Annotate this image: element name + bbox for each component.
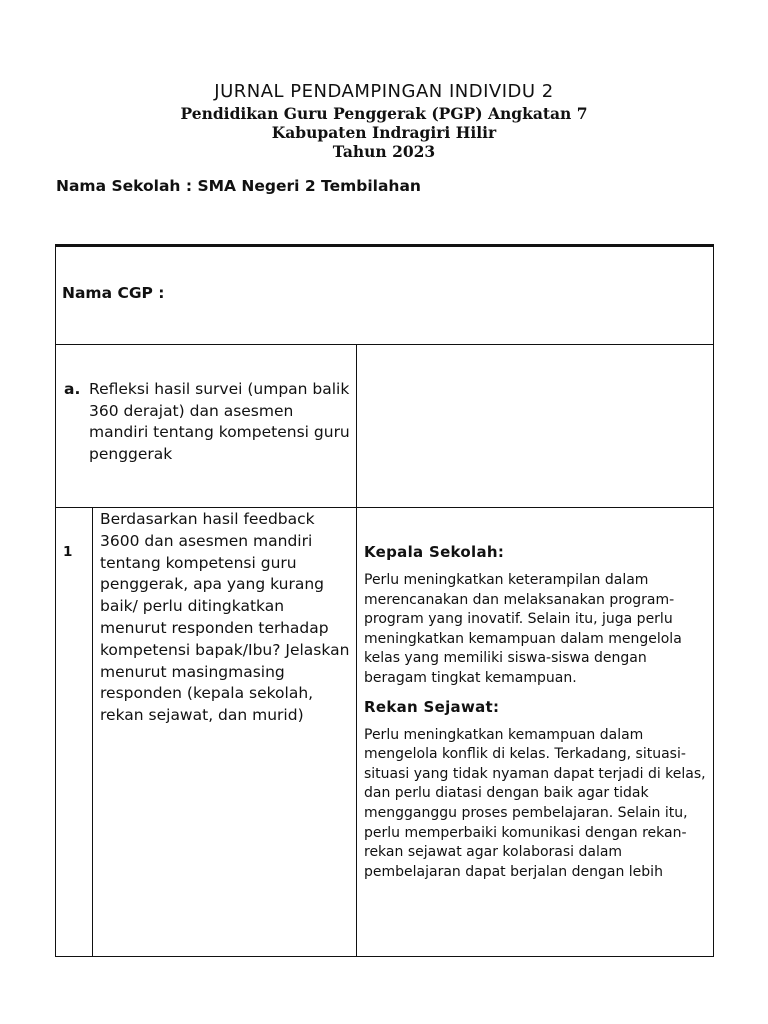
table-top-border: [55, 244, 714, 247]
document-subtitle: Pendidikan Guru Penggerak (PGP) Angkatan 7: [180, 104, 588, 123]
item-a-text: Refleksi hasil survei (umpan balik 360 derajat) dan asesmen mandiri tentang kompetensi guru penggerak: [89, 380, 350, 463]
rekan-sejawat-heading: Rekan Sejawat:: [364, 697, 500, 716]
row-number: 1: [63, 544, 73, 560]
table-bottom-border: [55, 956, 714, 957]
row-divider-item-a: [55, 507, 714, 508]
row-divider-cgp: [55, 344, 714, 345]
document-title: JURNAL PENDAMPINGAN INDIVIDU 2: [214, 81, 554, 102]
kepala-sekolah-text: Perlu meningkatkan keterampilan dalam merencanakan dan melaksanakan program-program yang inovatif. Selain itu, juga perlu meningkatkan kemampuan dalam mengelola kelas yang memiliki siswa-siswa dengan beragam tingkat kemampuan.: [364, 572, 682, 686]
column-divider-number: [92, 507, 93, 956]
rekan-sejawat-text: Perlu meningkatkan kemampuan dalam mengelola konflik di kelas. Terkadang, situasi-situasi yang tidak nyaman dapat terjadi di kelas, dan perlu diatasi dengan baik agar tidak mengganggu proses pembelajaran. Selain itu, perlu memperbaiki komunikasi dengan rekan-rekan sejawat agar kolaborasi dalam pembelajaran dapat berjalan dengan lebih: [364, 726, 706, 880]
table-right-border: [713, 245, 714, 957]
kepala-sekolah-heading: Kepala Sekolah:: [364, 543, 505, 561]
school-name: Nama Sekolah : SMA Negeri 2 Tembilahan: [56, 177, 421, 195]
question-text: Berdasarkan hasil feedback 3600 dan asesmen mandiri tentang kompetensi guru penggerak, apa yang kurang baik/ perlu ditingkatkan menurut responden terhadap kompetensi bapak/Ibu? Jelaskan menurut masingmasing responden (kepala sekolah, rekan sejawat, dan murid): [100, 510, 350, 725]
document-year: Tahun 2023: [332, 142, 436, 161]
item-a-marker: a.: [64, 380, 81, 398]
answer-cell: [364, 542, 710, 890]
document-region: Kabupaten Indragiri Hilir: [271, 123, 497, 142]
cgp-name-label: Nama CGP :: [62, 284, 165, 302]
table-left-border: [55, 245, 56, 957]
column-divider-main: [356, 344, 357, 956]
document-header: [0, 80, 768, 161]
